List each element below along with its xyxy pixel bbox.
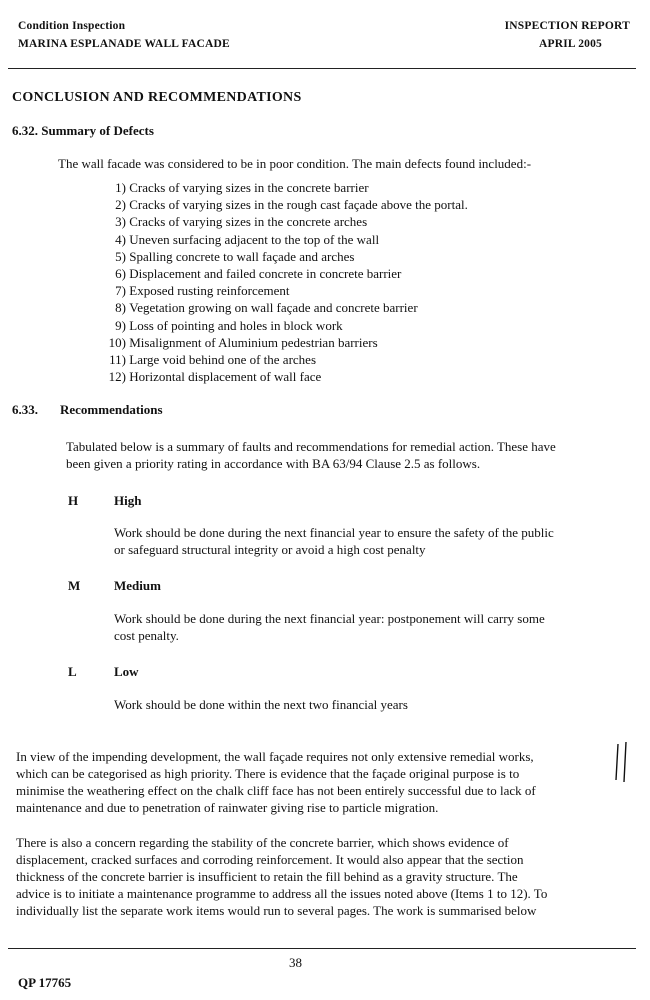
list-item: 6) Displacement and failed concrete in concrete barrier: [115, 265, 402, 281]
header-left-line2: MARINA ESPLANADE WALL FACADE: [18, 38, 230, 50]
summary-intro: The wall facade was considered to be in poor condition. The main defects found included:-: [58, 156, 532, 171]
list-item: 8) Vegetation growing on wall façade and concrete barrier: [115, 300, 418, 316]
defects-list: [90, 179, 468, 385]
paragraph1-line3: minimise the weathering effect on the chalk cliff face has not been entirely successful due to lack of: [16, 783, 536, 798]
priority-desc-high-line1: Work should be done during the next financial year to ensure the safety of the public: [114, 525, 554, 540]
list-item: 2) Cracks of varying sizes in the rough cast façade above the portal.: [115, 197, 468, 213]
priority-desc-medium-line2: cost penalty.: [114, 628, 179, 643]
priority-letter-high: H: [68, 493, 79, 508]
priority-name-medium: Medium: [114, 578, 161, 593]
paragraph2-line1: There is also a concern regarding the stability of the concrete barrier, which shows evidence of: [16, 835, 509, 850]
recommendations-intro-line2: been given a priority rating in accordance with BA 63/94 Clause 2.5 as follows.: [66, 456, 481, 471]
recommendations-heading-number: 6.33.: [12, 402, 38, 417]
paragraph1-line4: maintenance and due to penetration of rainwater giving rise to particle migration.: [16, 800, 439, 815]
priority-name-low: Low: [114, 664, 139, 679]
paragraph2-line4: advice is to initiate a maintenance programme to address all the issues noted above (Items 1 to 12). To: [16, 886, 548, 901]
list-item: 3) Cracks of varying sizes in the concrete arches: [115, 214, 368, 230]
list-item: 1) Cracks of varying sizes in the concrete barrier: [115, 180, 369, 195]
paragraph2-line2: displacement, cracked surfaces and corroding reinforcement. It would also appear that the section: [16, 852, 524, 867]
recommendations-heading: Recommendations: [60, 402, 163, 417]
priority-desc-high-line2: or safeguard structural integrity or avoid a high cost penalty: [114, 542, 426, 557]
paragraph2-line3: thickness of the concrete barrier is insufficient to retain the fill behind as a gravity structure. The: [16, 869, 518, 884]
priority-desc-low-line1: Work should be done within the next two financial years: [114, 697, 408, 712]
paragraph2-line5: individually list the separate work items would run to several pages. The work is summarised below: [16, 903, 537, 918]
header-divider: [8, 68, 636, 69]
header-left-line1: Condition Inspection: [18, 20, 126, 32]
list-item: 7) Exposed rusting reinforcement: [115, 283, 290, 299]
margin-mark-icon: [612, 740, 634, 784]
summary-heading: 6.32. Summary of Defects: [12, 123, 154, 138]
list-item: 10) Misalignment of Aluminium pedestrian barriers: [108, 334, 378, 350]
list-item: 5) Spalling concrete to wall façade and arches: [115, 248, 355, 264]
recommendations-intro-line1: Tabulated below is a summary of faults and recommendations for remedial action. These have: [66, 439, 556, 454]
priority-desc-medium-line1: Work should be done during the next financial year: postponement will carry some: [114, 611, 545, 626]
paragraph1-line1: In view of the impending development, the wall façade requires not only extensive remedial works,: [16, 749, 534, 764]
priority-letter-low: L: [68, 664, 77, 679]
priority-name-high: High: [114, 493, 142, 508]
footer-divider: [8, 948, 636, 949]
list-item: 4) Uneven surfacing adjacent to the top of the wall: [115, 231, 380, 247]
list-item: 12) Horizontal displacement of wall face: [108, 369, 322, 385]
list-item: 11) Large void behind one of the arches: [109, 351, 316, 367]
priority-letter-medium: M: [68, 578, 81, 593]
paragraph1-line2: which can be categorised as high priority. There is evidence that the façade original purpose is to: [16, 766, 520, 781]
header-right-line1: INSPECTION REPORT: [504, 20, 630, 32]
header-right-line2: APRIL 2005: [538, 38, 602, 50]
section-title: CONCLUSION AND RECOMMENDATIONS: [12, 90, 302, 105]
page-number: 38: [289, 955, 302, 970]
list-item: 9) Loss of pointing and holes in block work: [115, 317, 343, 333]
document-code: QP 17765: [18, 975, 72, 990]
